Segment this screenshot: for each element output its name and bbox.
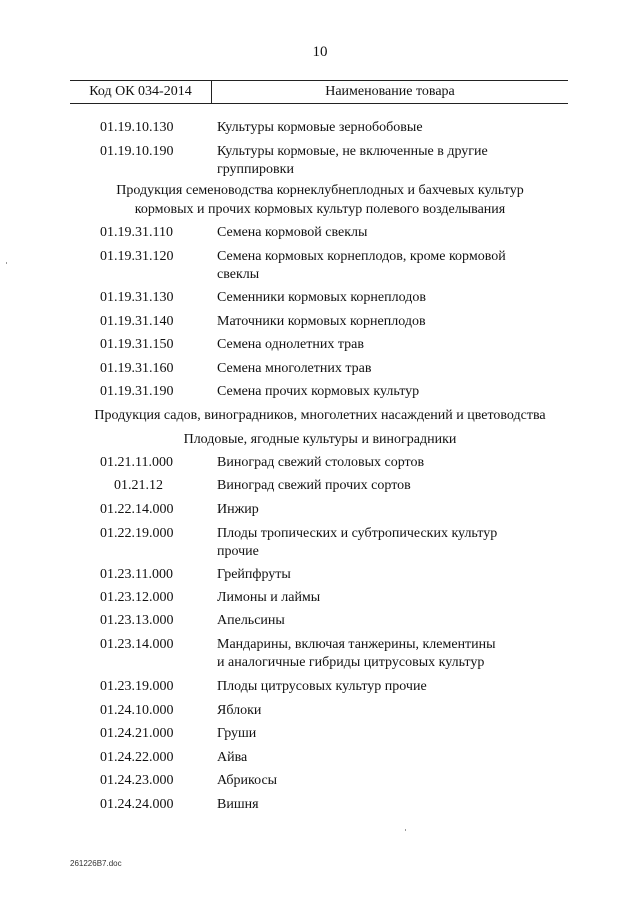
item-name: Айва: [217, 750, 248, 765]
item-code: 01.19.31.150: [100, 337, 174, 352]
item-name-line2: свеклы: [217, 267, 260, 282]
item-name: Инжир: [217, 502, 259, 517]
item-code: 01.24.21.000: [100, 726, 174, 741]
item-name: Маточники кормовых корнеплодов: [217, 314, 426, 329]
table-header: [70, 80, 568, 104]
item-name: Абрикосы: [217, 773, 278, 788]
item-code: 01.24.22.000: [100, 750, 174, 765]
header-name-column: Наименование товара: [325, 84, 455, 99]
item-code: 01.19.10.130: [100, 120, 174, 135]
scan-speck: [6, 262, 7, 264]
item-name: Апельсины: [217, 613, 285, 628]
item-name: Семена прочих кормовых культур: [217, 384, 420, 399]
item-name: Семена кормовой свеклы: [217, 225, 368, 240]
item-name: Виноград свежий прочих сортов: [217, 478, 411, 493]
item-name-line1: Культуры кормовые, не включенные в другие: [217, 144, 488, 159]
item-name-line1: Мандарины, включая танжерины, клементины: [217, 637, 496, 652]
item-name-line2: и аналогичные гибриды цитрусовых культур: [217, 655, 485, 670]
item-name: Грейпфруты: [217, 567, 291, 582]
item-code: 01.19.31.140: [100, 314, 174, 329]
item-code: 01.22.19.000: [100, 526, 174, 541]
item-code: 01.23.12.000: [100, 590, 174, 605]
item-code: 01.23.11.000: [100, 567, 173, 582]
item-name: Семена многолетних трав: [217, 361, 372, 376]
item-code: 01.19.10.190: [100, 144, 174, 159]
item-name: Груши: [217, 726, 257, 741]
section-heading-line2: кормовых и прочих кормовых культур полевого возделывания: [134, 202, 506, 217]
item-name-line2: группировки: [217, 162, 294, 177]
item-name-line2: прочие: [217, 544, 259, 559]
item-code: 01.23.19.000: [100, 679, 174, 694]
item-name-line1: Семена кормовых корнеплодов, кроме кормовой: [217, 249, 506, 264]
item-code: 01.19.31.120: [100, 249, 174, 264]
header-code-column: Код ОК 034-2014: [70, 81, 212, 103]
item-name: [217, 636, 537, 672]
page-number: 10: [312, 44, 328, 60]
section-heading: [0, 181, 640, 219]
item-name: [217, 143, 537, 179]
item-code: 01.19.31.110: [100, 225, 173, 240]
item-code: 01.21.11.000: [100, 455, 173, 470]
item-code: 01.21.12: [114, 478, 163, 493]
item-code: 01.23.14.000: [100, 637, 174, 652]
section-heading-line1: Продукция семеноводства корнеклубнеплодных и бахчевых культур: [116, 183, 524, 198]
section-heading: Продукция садов, виноградников, многолетних насаждений и цветоводства: [94, 408, 546, 423]
item-code: 01.19.31.190: [100, 384, 174, 399]
item-name: Плоды цитрусовых культур прочие: [217, 679, 427, 694]
item-name: [217, 525, 537, 561]
item-code: 01.24.24.000: [100, 797, 174, 812]
file-reference: 261226B7.doc: [70, 859, 122, 868]
item-code: 01.19.31.130: [100, 290, 174, 305]
item-name: Яблоки: [217, 703, 262, 718]
subsection-heading: Плодовые, ягодные культуры и виноградники: [183, 432, 457, 447]
item-code: 01.23.13.000: [100, 613, 174, 628]
item-name: Семена однолетних трав: [217, 337, 364, 352]
item-name: [217, 248, 537, 284]
item-name: Вишня: [217, 797, 259, 812]
item-code: 01.24.23.000: [100, 773, 174, 788]
item-code: 01.19.31.160: [100, 361, 174, 376]
item-name-line1: Плоды тропических и субтропических культур: [217, 526, 498, 541]
scan-speck: [405, 829, 406, 831]
item-name: Виноград свежий столовых сортов: [217, 455, 425, 470]
item-name: Культуры кормовые зернобобовые: [217, 120, 423, 135]
item-name: Лимоны и лаймы: [217, 590, 321, 605]
item-code: 01.22.14.000: [100, 502, 174, 517]
item-code: 01.24.10.000: [100, 703, 174, 718]
item-name: Семенники кормовых корнеплодов: [217, 290, 426, 305]
